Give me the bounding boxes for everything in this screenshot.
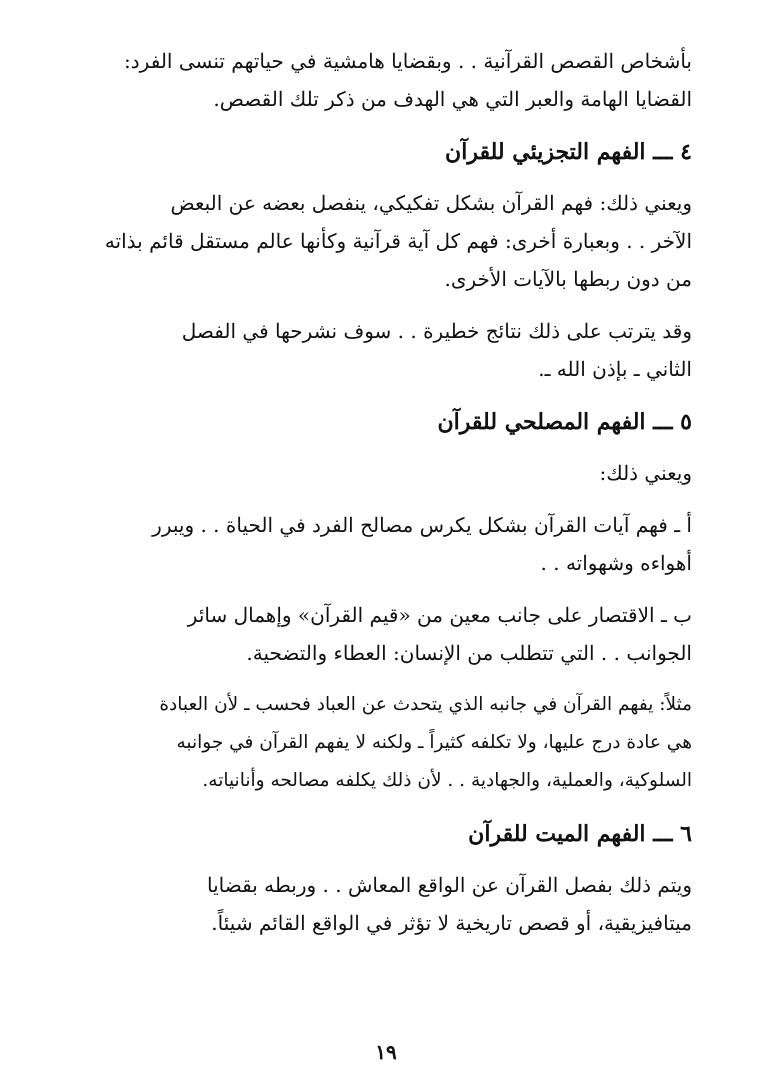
text-line: الجوانب . . التي تتطلب من الإنسان: العطاء والتضحية. — [246, 641, 692, 665]
text-line: ب ـ الاقتصار على جانب معين من «قيم القرآن» وإهمال سائر — [187, 603, 692, 627]
page-number: ١٩ — [375, 1040, 397, 1064]
text-line: ويتم ذلك بفصل القرآن عن الواقع المعاش . . وربطه بقضايا — [207, 873, 692, 897]
text-line: ويعني ذلك: — [599, 461, 692, 485]
text-line: الثاني ـ بإذن الله ـ. — [538, 357, 692, 381]
text-line: بأشخاص القصص القرآنية . . وبقضايا هامشية في حياتهم تنسى الفرد: — [124, 49, 692, 73]
text-line: مثلاً: يفهم القرآن في جانبه الذي يتحدث عن العباد فحسب ـ لأن العبادة — [159, 694, 692, 715]
text-line: وقد يترتب على ذلك نتائج خطيرة . . سوف نشرحها في الفصل — [181, 319, 692, 343]
text-line: أ ـ فهم آيات القرآن بشكل يكرس مصالح الفرد في الحياة . . ويبرر — [152, 513, 692, 537]
section-4-paragraph-2 — [70, 312, 692, 388]
section-5-paragraph-1 — [70, 454, 692, 492]
text-line: ويعني ذلك: فهم القرآن بشكل تفكيكي، ينفصل بعضه عن البعض — [170, 191, 692, 215]
section-5-example — [70, 686, 692, 800]
section-heading-5: ٥ ـــ الفهم المصلحي للقرآن — [437, 409, 692, 435]
text-line: ميتافيزيقية، أو قصص تاريخية لا تؤثر في الواقع القائم شيئاً. — [211, 911, 692, 935]
text-line: هي عادة درج عليها، ولا تكلفه كثيراً ـ ولكنه لا يفهم القرآن في جوانبه — [176, 732, 692, 753]
section-6-paragraph-1 — [70, 866, 692, 942]
section-5-item-a — [70, 506, 692, 582]
text-line: الآخر . . وبعبارة أخرى: فهم كل آية قرآنية وكأنها عالم مستقل قائم بذاته — [104, 229, 692, 253]
section-4-paragraph-1 — [70, 184, 692, 298]
section-heading-4: ٤ ـــ الفهم التجزيئي للقرآن — [445, 139, 692, 165]
section-5-item-b — [70, 596, 692, 672]
text-line: السلوكية، والعملية، والجهادية . . لأن ذلك يكلفه مصالحه وأنانياته. — [202, 770, 692, 791]
text-line: أهواءه وشهواته . . — [540, 551, 692, 575]
section-heading-6: ٦ ـــ الفهم الميت للقرآن — [468, 821, 692, 847]
intro-paragraph — [70, 42, 692, 118]
text-line: من دون ربطها بالآيات الأخرى. — [444, 267, 692, 291]
text-line: القضايا الهامة والعبر التي هي الهدف من ذكر تلك القصص. — [213, 87, 692, 111]
